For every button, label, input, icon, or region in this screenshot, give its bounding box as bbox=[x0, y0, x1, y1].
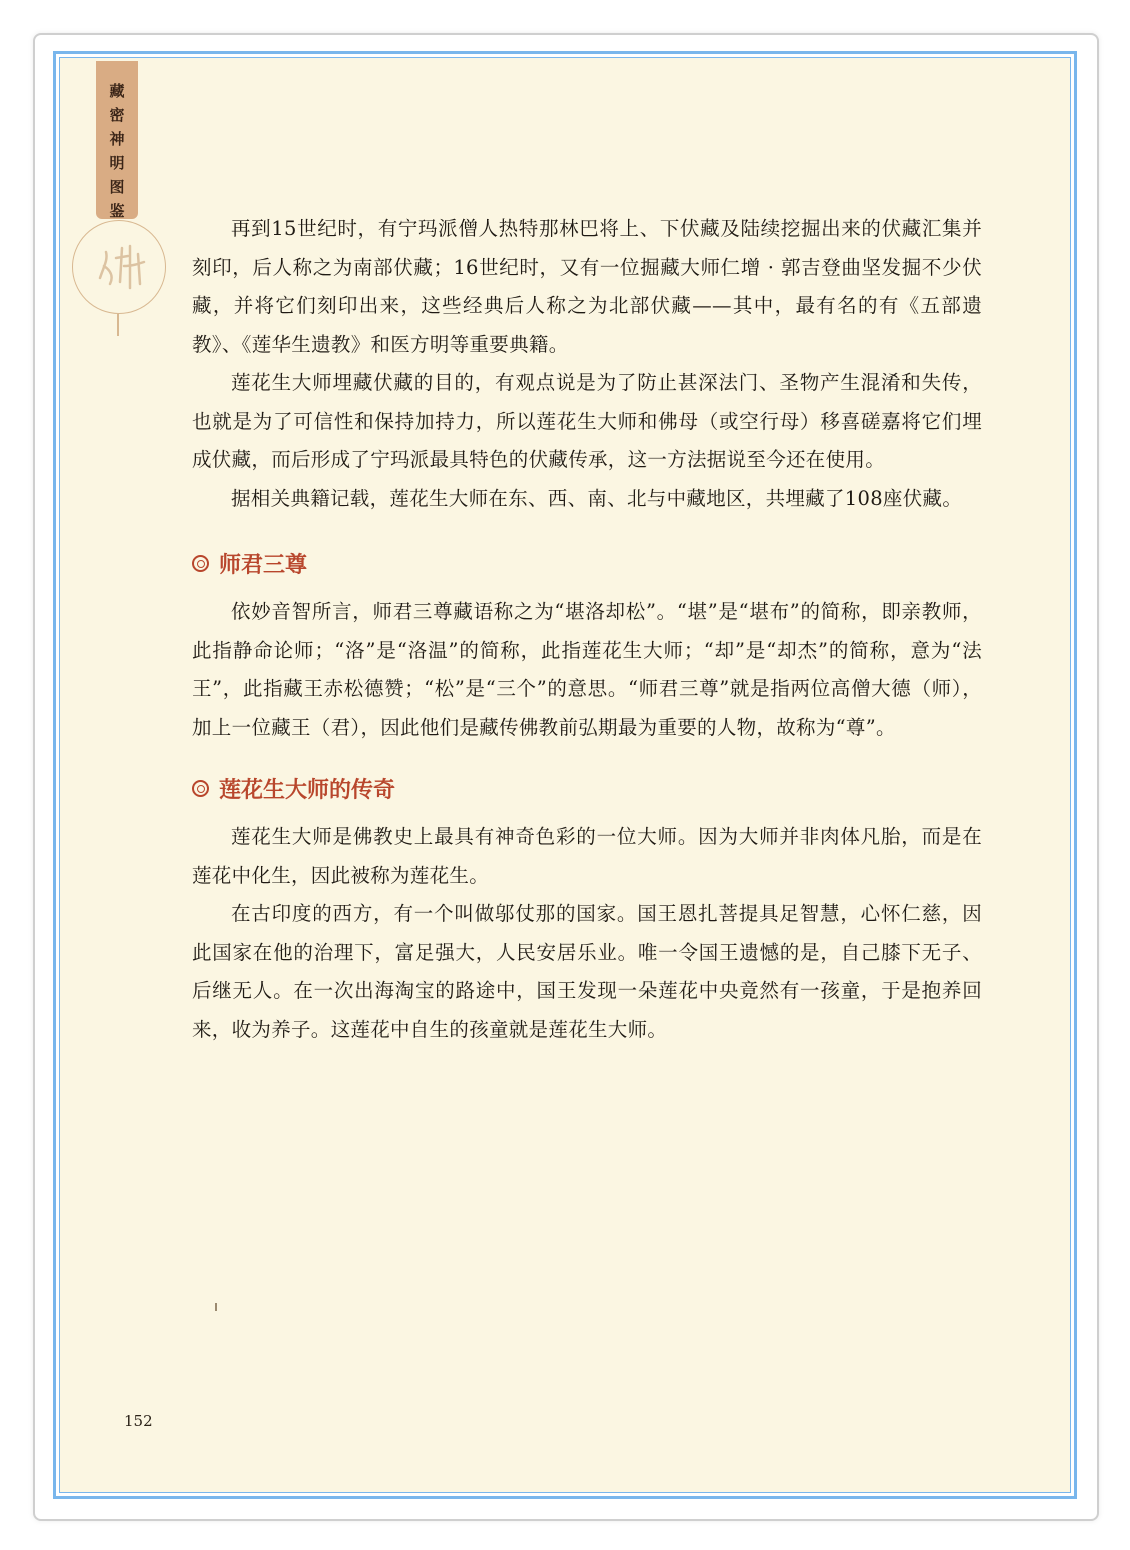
double-circle-icon bbox=[192, 555, 209, 572]
print-mark bbox=[215, 1303, 217, 1311]
body-paragraph: 再到15世纪时，有宁玛派僧人热特那林巴将上、下伏藏及陆续挖掘出来的伏藏汇集并刻印，后人称之为南部伏藏；16世纪时，又有一位掘藏大师仁增 · 郭吉登曲坚发掘不少伏藏，并将它们刻印出来，这些经典后人称之为北部伏藏——其中，最有名的有《五部遗教》、《莲华生遗教》和医方明等重要典籍。 bbox=[192, 217, 982, 356]
calligraphy-script-icon bbox=[94, 236, 154, 296]
running-head-char: 图 bbox=[109, 178, 125, 196]
seal-divider bbox=[117, 314, 119, 336]
body-paragraph: 据相关典籍记载，莲花生大师在东、西、南、北与中藏地区，共埋藏了108座伏藏。 bbox=[231, 486, 963, 510]
section-heading bbox=[192, 548, 982, 579]
running-head-char: 藏 bbox=[109, 82, 125, 100]
running-head-tab bbox=[96, 61, 138, 219]
double-circle-icon bbox=[192, 780, 209, 797]
section-heading bbox=[192, 773, 982, 804]
body-paragraph: 依妙音智所言，师君三尊藏语称之为“堪洛却松”。“堪”是“堪布”的简称，即亲教师，此指静命论师；“洛”是“洛温”的简称，此指莲花生大师；“却”是“却杰”的简称，意为“法王”，此指藏王赤松德赞；“松”是“三个”的意思。“师君三尊”就是指两位高僧大德（师），加上一位藏王（君），因此他们是藏传佛教前弘期最为重要的人物，故称为“尊”。 bbox=[192, 600, 982, 739]
running-head-char: 明 bbox=[109, 154, 125, 172]
section-heading-text: 莲花生大师的传奇 bbox=[219, 778, 396, 803]
running-head-char: 鉴 bbox=[109, 202, 125, 220]
body-paragraph: 在古印度的西方，有一个叫做邬仗那的国家。国王恩扎菩提具足智慧，心怀仁慈，因此国家在他的治理下，富足强大，人民安居乐业。唯一令国王遗憾的是，自己膝下无子、后继无人。在一次出海淘宝的路途中，国王发现一朵莲花中央竟然有一孩童，于是抱养回来，收为养子。这莲花中自生的孩童就是莲花生大师。 bbox=[192, 902, 982, 1041]
body-paragraph: 莲花生大师埋藏伏藏的目的，有观点说是为了防止甚深法门、圣物产生混淆和失传，也就是为了可信性和保持加持力，所以莲花生大师和佛母（或空行母）移喜磋嘉将它们埋成伏藏，而后形成了宁玛派最具特色的伏藏传承，这一方法据说至今还在使用。 bbox=[192, 371, 982, 471]
section-heading-text: 师君三尊 bbox=[219, 553, 308, 578]
page-number: 152 bbox=[124, 1412, 153, 1430]
running-head-char: 神 bbox=[109, 130, 125, 148]
body-paragraph: 莲花生大师是佛教史上最具有神奇色彩的一位大师。因为大师并非肉体凡胎，而是在莲花中化生，因此被称为莲花生。 bbox=[192, 825, 982, 887]
running-head-char: 密 bbox=[109, 106, 125, 124]
main-content bbox=[192, 210, 982, 1049]
